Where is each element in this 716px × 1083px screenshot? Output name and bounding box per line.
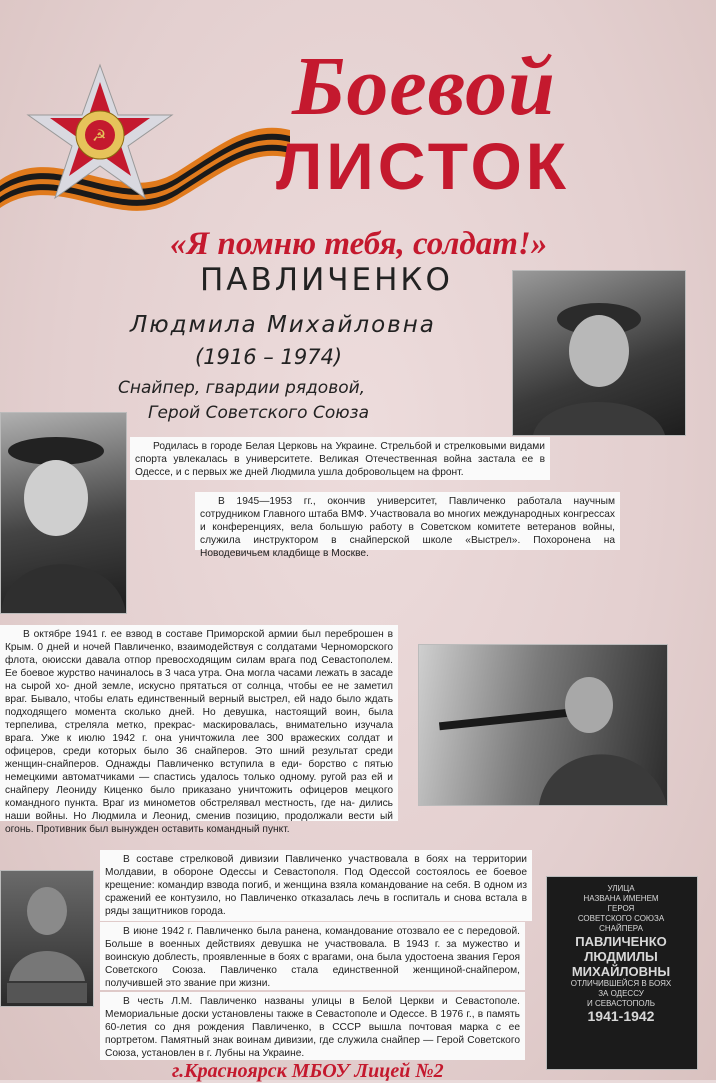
order-star-ribbon-emblem: [0, 60, 290, 230]
title-line1: Боевой: [292, 40, 556, 133]
plaque-line: СНАЙПЕРА: [599, 924, 643, 933]
plaque-name-line: ЛЮДМИЛЫ: [584, 949, 658, 964]
bio-text: В составе стрелковой дивизии Павличенко участвовала в боях на территории Молдавии, в обороне Одессы и Севастополя. Под Одессой состоялось ее боевое крещение: командир взвода погиб, и женщина взяла командование на себя. В одном из сражений ее контузило, но Павличенко отказалась лечь в госпиталь и снова встала в ряды защитников города.: [105, 854, 527, 917]
plaque-line: ЗА ОДЕССУ: [598, 989, 644, 998]
sniper-rifle-photo: [418, 644, 668, 806]
plaque-line: ОТЛИЧИВШЕЙСЯ В БОЯХ: [570, 979, 672, 988]
role-line2: Герой Советского Союза: [148, 403, 370, 423]
plaque-line: СОВЕТСКОГО СОЮЗА: [577, 914, 665, 923]
memorial-bust-photo: [0, 870, 94, 1007]
title-line2: ЛИСТОК: [276, 129, 571, 203]
role-line1: Снайпер, гвардии рядовой,: [118, 378, 366, 398]
bio-text: В 1945—1953 гг., окончив университет, Павличенко работала научным сотрудником Главного штаба ВМФ. Участвовала во многих международных конгрессах и конференциях, вела большую работу в Советском комитете ветеранов войны, служила инструктором в снайперской школе «Выстрел». Похоронена на Новодевичьем кладбище в Москве.: [200, 496, 615, 559]
given-names: Людмила Михайловна: [130, 312, 436, 338]
bio-text: В июне 1942 г. Павличенко была ранена, командование отозвало ее с передовой. Больше в военных действиях девушка не участвовала. В 1943 г. за мужество и воинскую доблесть, проявленные в боях с врагами, она была удостоена звания Героя Советского Союза. Павличенко стала единственной женщиной-снайпером, получившей это звание при жизни.: [105, 926, 520, 989]
bio-block-hero: [100, 922, 525, 990]
bio-text: В октябре 1941 г. ее взвод в составе Приморской армии был переброшен в Крым. 0 дней и ночей Павличенко, взаимодействуя с солдатами Черноморского флота, оюисски давала отпор превосходящим силам врага под Севастополем. Ее боевое журство начиналось в 3 часа утра. Она могла часами лежать в засаде на сырой хо- дной земле, искусно прятаться от солнца, чтобы ее не заметил враг. Бывало, чтобы елать единственный верный выстрел, ей надо было ждать подходящего момента сколько дней. Но девушка, настоящий воин, была терпелива, стреляла метко, прекрас- маскировалась, внимательно изучала врага. Уже к июлю 1942 г. она уничтожила лее 300 вражеских солдат и офицеров, среди которых было 36 снайперов. Это шний результат среди женщин-снайперов. Однажды Павличенко вступила в еди- борство с пятью немецкими автоматчиками — спастись удалось только одному. ругой раз ей и снайперу Леониду Киценко было приказано уничтожить офицеров мецкого командного пункта. Враг из минометов обстрелявал местность, где на- дились наши войны. Но Людмила и Леонид, сменив позицию, продолжали вести ый огонь. Противник был вынужден оставить командный пункт.: [5, 629, 393, 835]
bio-text: Родилась в городе Белая Церковь на Украине. Стрельбой и стрелковыми видами спорта увлекалась в университете. Великая Отечественная война застала ее в Одессе, и с первых же дней Людмила ушла добровольцем на фронт.: [135, 441, 545, 478]
bio-block-postwar: [195, 492, 620, 559]
plaque-line: И СЕВАСТОПОЛЬ: [587, 999, 655, 1008]
svg-text:☭: ☭: [92, 126, 107, 145]
plaque-name-line: ПАВЛИЧЕНКО: [575, 934, 667, 949]
bio-block-memory: [100, 992, 525, 1060]
surname: ПАВЛИЧЕНКО: [200, 262, 453, 298]
portrait-photo-uniform: [0, 412, 127, 614]
life-years: (1916 – 1974): [195, 345, 343, 369]
bio-text: В честь Л.М. Павличенко названы улицы в Белой Церкви и Севастополе. Мемориальные доски установлены также в Севастополе и Одессе. В 1976 г., в память 60-летия со дня рождения Павличенко, в СССР вышла почтовая марка с ее портретом. Памятный знак воинам дивизии, где служила снайпер — Герой Советского Союза, установлен в г. Лубны на Украине.: [105, 996, 520, 1059]
memorial-plaque-text: [556, 884, 686, 1024]
portrait-photo-cap: [512, 270, 686, 436]
footer-school: г.Красноярск МБОУ Лицей №2: [172, 1060, 444, 1082]
plaque-years: 1941-1942: [587, 1008, 655, 1024]
plaque-line: УЛИЦА: [607, 884, 635, 893]
plaque-line: ГЕРОЯ: [607, 904, 635, 913]
plaque-line: НАЗВАНА ИМЕНЕМ: [583, 894, 659, 903]
bio-block-division: [100, 850, 532, 921]
bio-block-crimea: [0, 625, 398, 835]
bio-block-birth: [130, 437, 550, 480]
plaque-name-line: МИХАЙЛОВНЫ: [571, 964, 671, 979]
subtitle: «Я помню тебя, солдат!»: [170, 226, 548, 262]
